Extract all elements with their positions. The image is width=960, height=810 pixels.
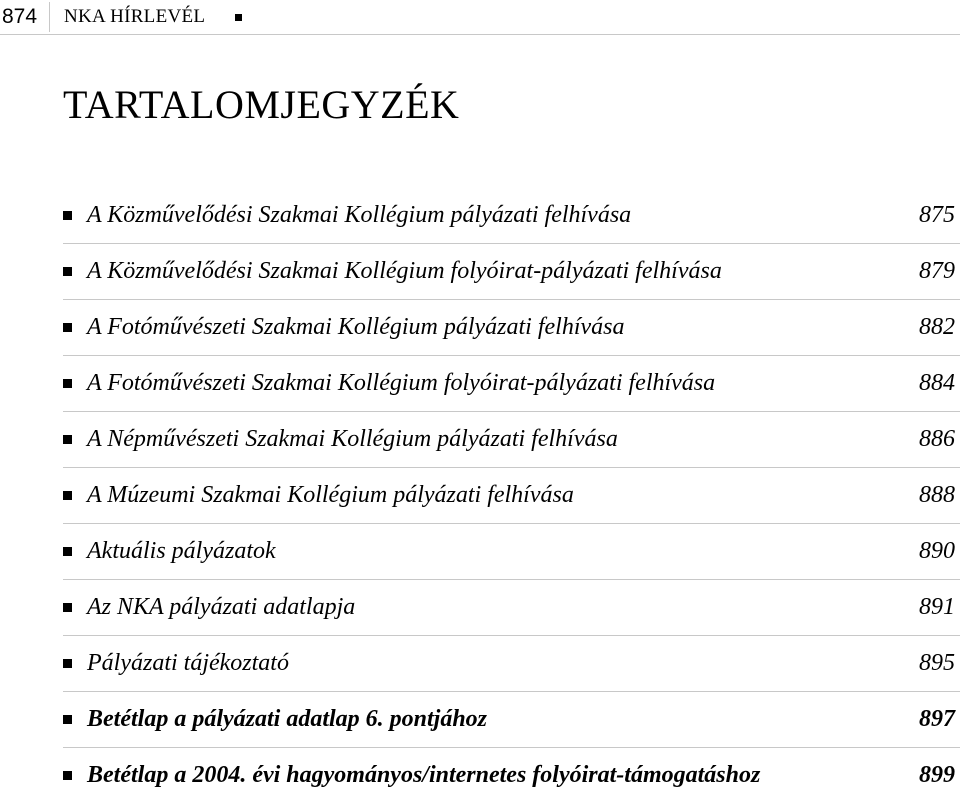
header-square-icon [235,14,242,21]
toc-entry-page: 899 [919,762,955,788]
toc-entry-page: 890 [919,538,955,564]
toc-entry [63,412,960,468]
toc-entry-title: A Fotóművészeti Szakmai Kollégium pályázati felhívása [87,314,625,340]
bullet-square-icon [63,379,72,388]
toc-entry-page: 884 [919,370,955,396]
toc-entry-title: A Közművelődési Szakmai Kollégium pályázati felhívása [87,202,632,228]
page-title: TARTALOMJEGYZÉK [63,82,460,127]
toc-entry-title: Betétlap a pályázati adatlap 6. pontjához [87,706,488,732]
toc-entry-page: 875 [919,202,955,228]
toc-entry-page: 879 [919,258,955,284]
bullet-square-icon [63,323,72,332]
bullet-square-icon [63,715,72,724]
bullet-square-icon [63,435,72,444]
bullet-square-icon [63,547,72,556]
toc-entry-title: A Fotóművészeti Szakmai Kollégium folyóirat-pályázati felhívása [87,370,716,396]
toc-entry-title: Az NKA pályázati adatlapja [87,594,356,620]
bullet-square-icon [63,771,72,780]
toc-entry-page: 888 [919,482,955,508]
toc-entry-title: Aktuális pályázatok [87,538,276,564]
toc-entry [63,468,960,524]
toc-entry [63,636,960,692]
page-number: 874 [0,2,50,32]
bullet-square-icon [63,267,72,276]
toc-entry-title: A Közművelődési Szakmai Kollégium folyóirat-pályázati felhívása [87,258,722,284]
toc-entry [63,300,960,356]
toc-entry [63,188,960,244]
bullet-square-icon [63,603,72,612]
journal-name: NKA HÍRLEVÉL [64,6,206,27]
toc-entry-page: 886 [919,426,955,452]
toc-entry [63,580,960,636]
toc-entry [63,524,960,580]
table-of-contents [63,188,960,804]
toc-entry [63,692,960,748]
toc-entry-page: 882 [919,314,955,340]
toc-entry-page: 897 [919,706,955,732]
toc-entry-title: A Múzeumi Szakmai Kollégium pályázati felhívása [87,482,574,508]
toc-entry-title: A Népművészeti Szakmai Kollégium pályázati felhívása [87,426,618,452]
toc-entry-title: Pályázati tájékoztató [87,650,289,676]
toc-entry [63,244,960,300]
bullet-square-icon [63,211,72,220]
toc-entry [63,356,960,412]
toc-entry-title: Betétlap a 2004. évi hagyományos/internetes folyóirat-támogatáshoz [87,762,761,788]
toc-entry [63,748,960,804]
toc-entry-page: 895 [919,650,955,676]
page-header [0,0,960,35]
bullet-square-icon [63,659,72,668]
toc-entry-page: 891 [919,594,955,620]
bullet-square-icon [63,491,72,500]
